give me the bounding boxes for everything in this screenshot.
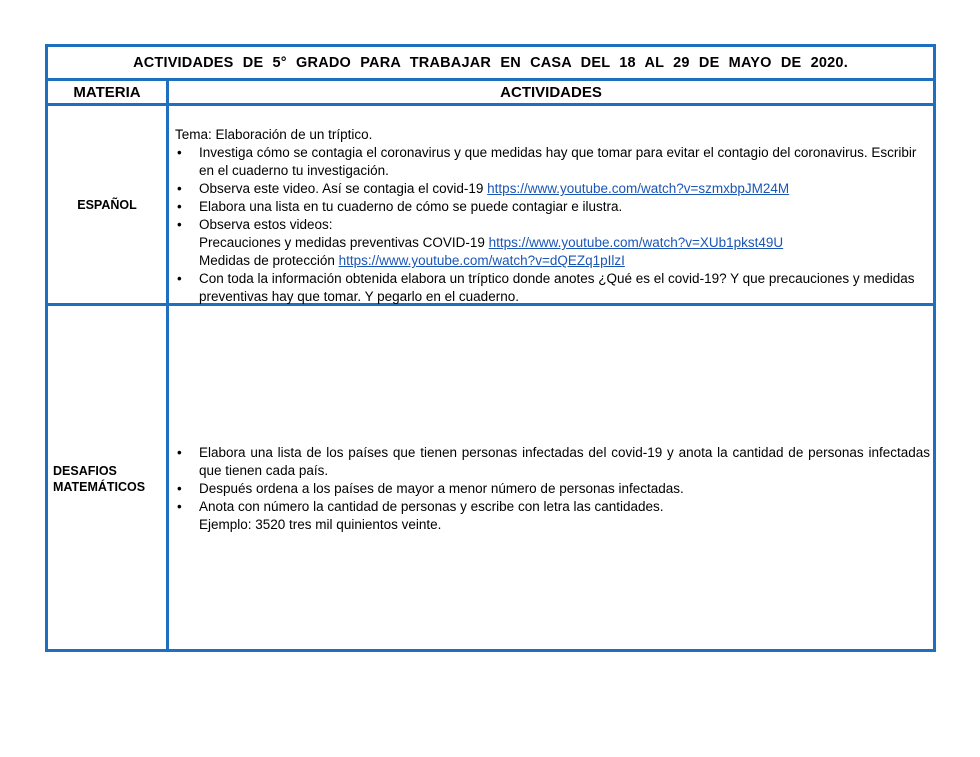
espanol-activities — [175, 126, 920, 306]
list-item: • Anota con número la cantidad de personas y escribe con letra las cantidades. Ejemplo: 3520 tres mil quinientos veinte. — [175, 498, 930, 534]
video-link[interactable]: https://www.youtube.com/watch?v=XUb1pkst49U — [488, 235, 784, 250]
video-link[interactable]: https://www.youtube.com/watch?v=szmxbpJM24M — [487, 181, 790, 196]
list-item: • Con toda la información obtenida elabora un tríptico donde anotes ¿Qué es el covid-19? Y que precauciones y medidas preventivas hay que tomar. Y pegarlo en el cuaderno. — [175, 270, 920, 306]
column-header-subject: MATERIA — [73, 83, 141, 101]
sub-item: Medidas de protección https://www.youtube.com/watch?v=dQEZq1pIlzI — [199, 253, 625, 268]
list-item: • Elabora una lista de los países que tienen personas infectadas del covid-19 y anota la cantidad de personas infectadas que tienen cada país. — [175, 444, 930, 480]
divider-column — [166, 80, 169, 649]
matematicas-list — [175, 444, 930, 534]
column-header-activities: ACTIVIDADES — [500, 83, 602, 101]
list-item: • Observa este video. Así se contagia el covid-19 https://www.youtube.com/watch?v=szmxbpJM24M — [175, 180, 920, 198]
page-title: ACTIVIDADES DE 5° GRADO PARA TRABAJAR EN CASA DEL 18 AL 29 DE MAYO DE 2020. — [133, 54, 848, 71]
subject-espanol: ESPAÑOL — [77, 198, 137, 212]
subject-matematicas: DESAFIOS MATEMÁTICOS — [53, 464, 146, 494]
activities-table — [45, 44, 936, 652]
video-link[interactable]: https://www.youtube.com/watch?v=dQEZq1pIlzI — [338, 253, 625, 268]
list-item: • Después ordena a los países de mayor a menor número de personas infectadas. — [175, 480, 930, 498]
example-text: Ejemplo: 3520 tres mil quinientos veinte. — [199, 517, 442, 532]
list-item: • Observa estos videos: Precauciones y medidas preventivas COVID-19 https://www.youtube.com/watch?v=XUb1pkst49U Medidas de protección https://www.youtube.com/watch?v=dQEZq1pIlzI — [175, 216, 920, 270]
espanol-list — [175, 144, 920, 306]
espanol-tema: Tema: Elaboración de un tríptico. — [175, 127, 373, 142]
matematicas-activities — [175, 444, 930, 534]
sub-item: Precauciones y medidas preventivas COVID-19 https://www.youtube.com/watch?v=XUb1pkst49U — [199, 235, 784, 250]
divider-header — [48, 103, 933, 106]
list-item: • Elabora una lista en tu cuaderno de cómo se puede contagiar e ilustra. — [175, 198, 920, 216]
list-item: • Investiga cómo se contagia el coronavirus y que medidas hay que tomar para evitar el contagio del coronavirus. Escribir en el cuaderno tu investigación. — [175, 144, 920, 180]
